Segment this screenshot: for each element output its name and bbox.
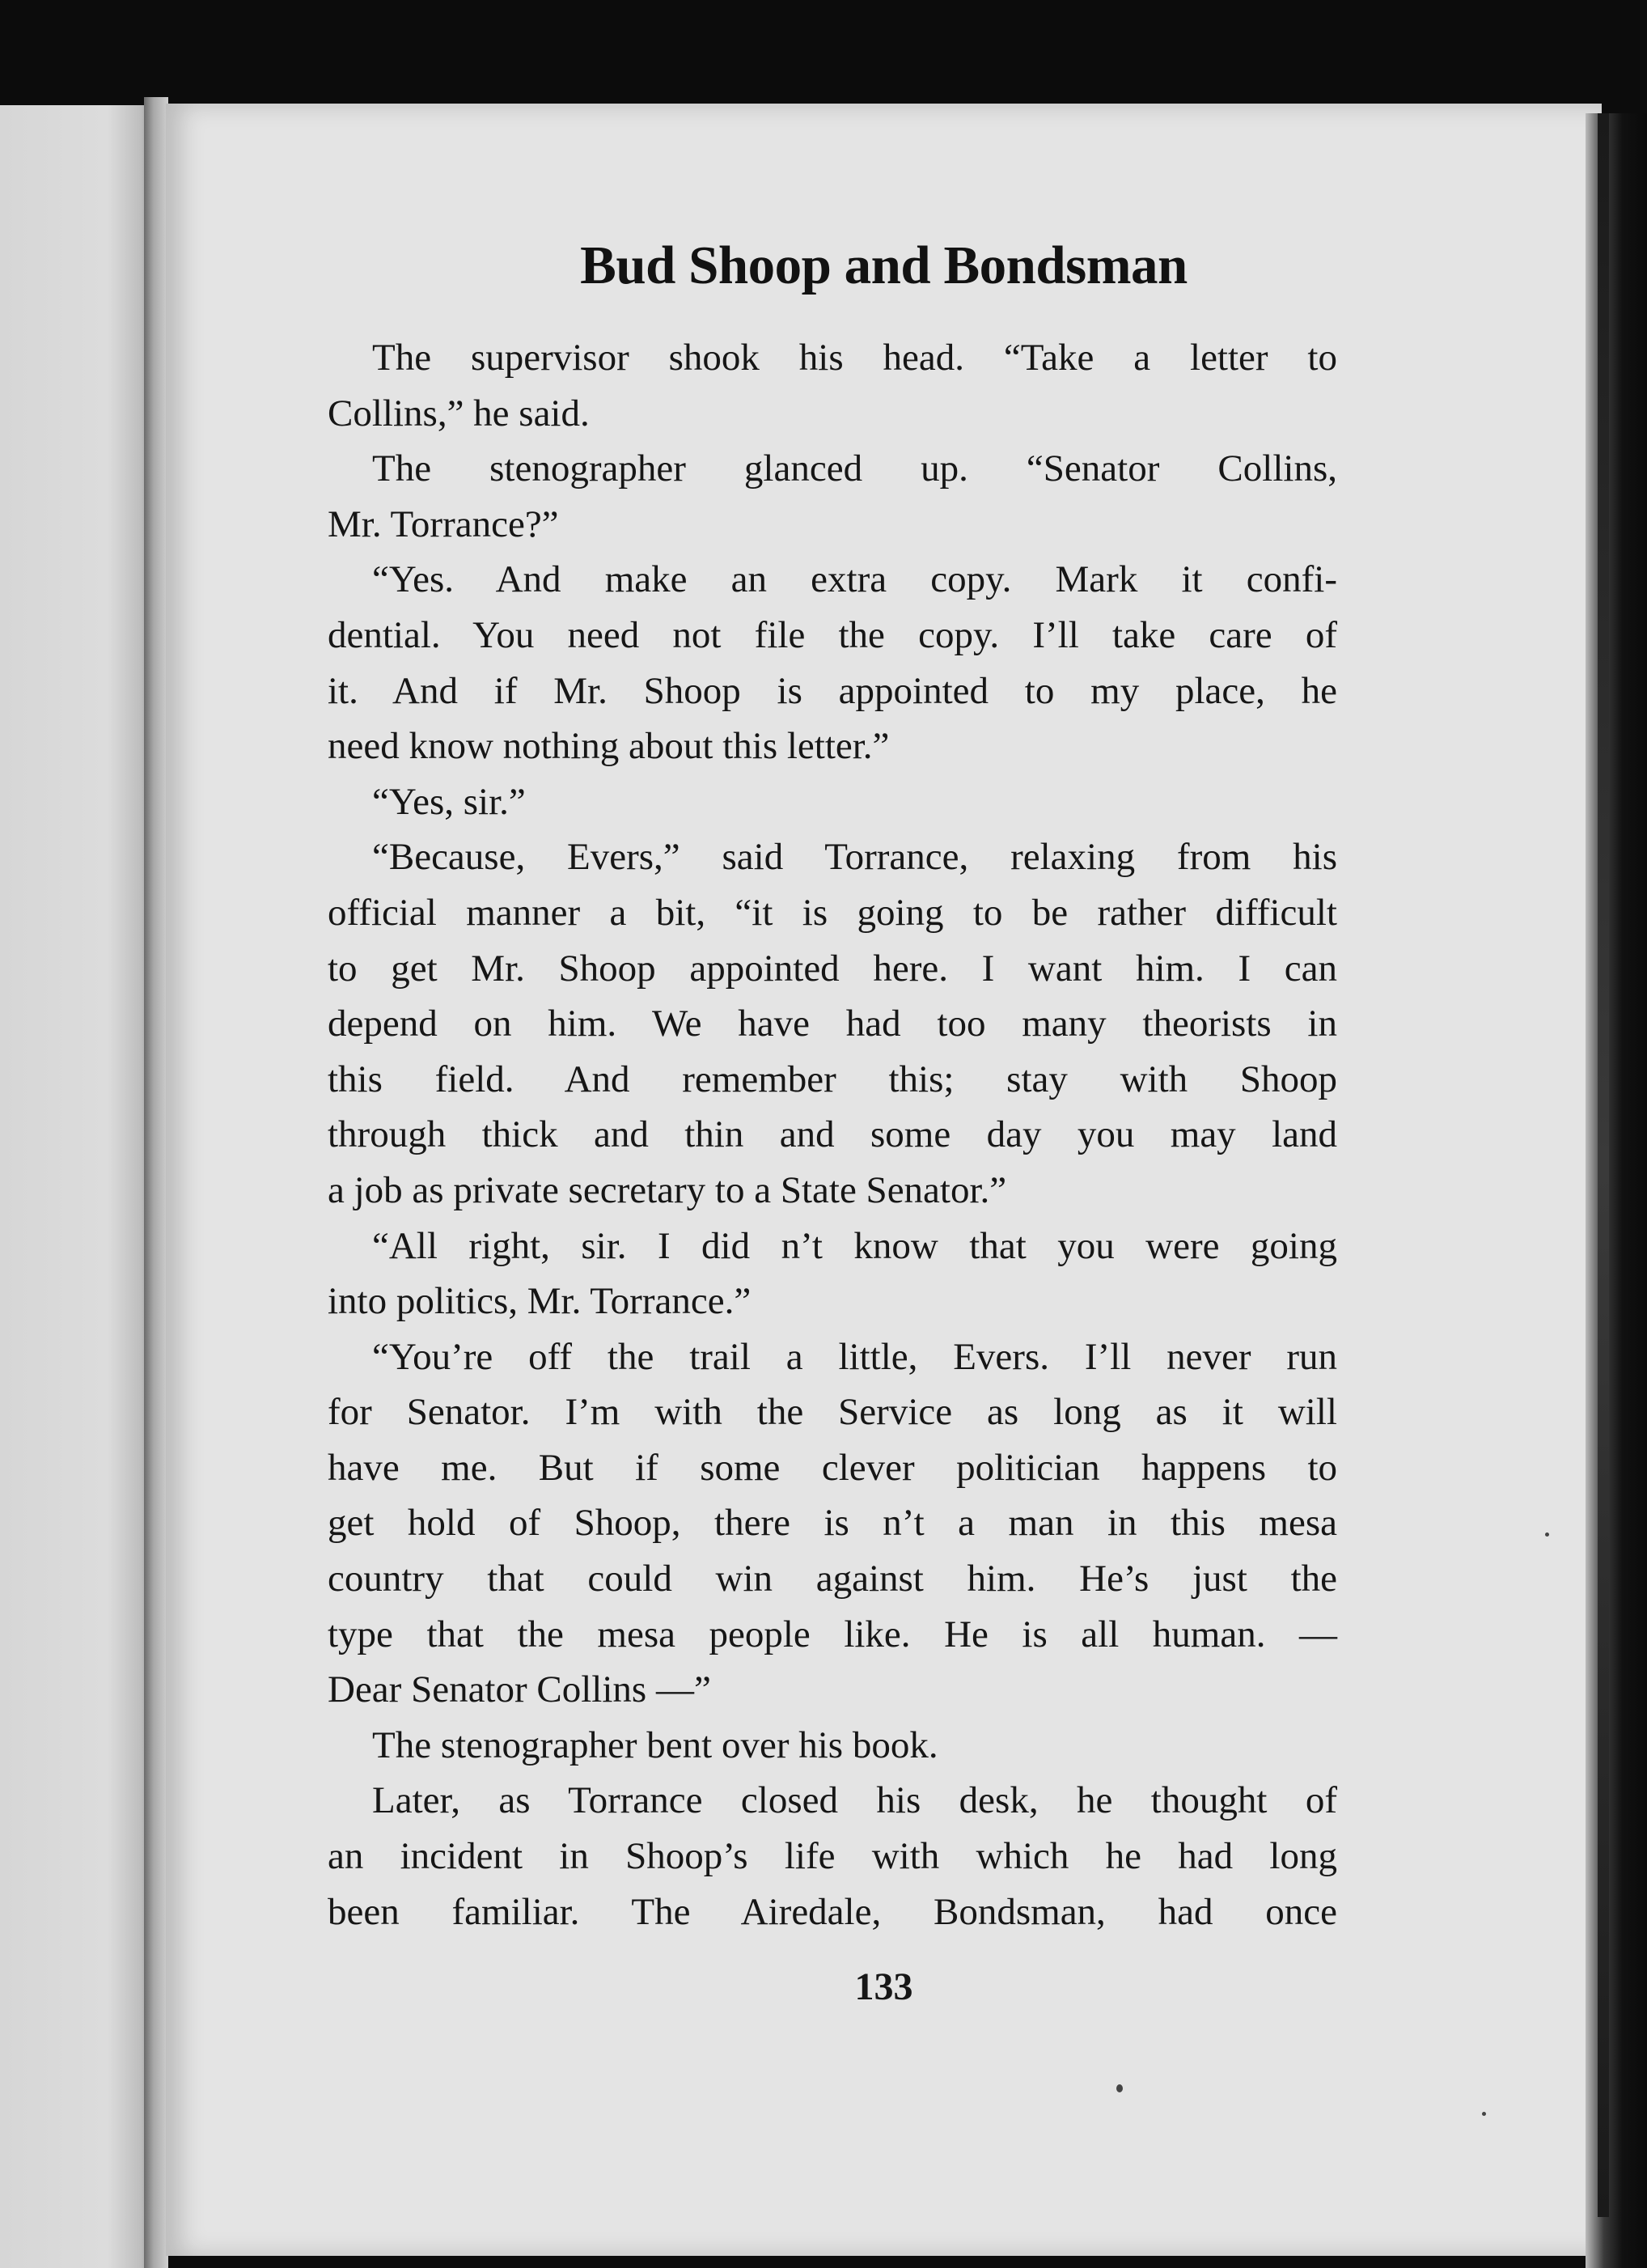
text-line: Dear Senator Collins —” <box>328 1668 711 1711</box>
text-line: country that could win against him. He’s just the <box>328 1558 1337 1600</box>
running-head: Bud Shoop and Bondsman <box>580 235 1188 295</box>
text-line: “Yes. And make an extra copy. Mark it confi- <box>372 558 1337 601</box>
text-line: to get Mr. Shoop appointed here. I want him. I can <box>328 947 1337 990</box>
text-line: The stenographer glanced up. “Senator Collins, <box>372 447 1337 490</box>
text-line: an incident in Shoop’s life with which he had long <box>328 1835 1337 1878</box>
previous-page-edge <box>0 105 154 2268</box>
text-line: “All right, sir. I did n’t know that you were going <box>372 1224 1337 1267</box>
text-line: “You’re off the trail a little, Evers. I’ll never run <box>372 1335 1337 1378</box>
text-line: this field. And remember this; stay with Shoop <box>328 1058 1337 1100</box>
text-line: The supervisor shook his head. “Take a letter to <box>372 337 1337 379</box>
text-line: “Yes, sir.” <box>372 780 526 823</box>
text-line: been familiar. The Airedale, Bondsman, had once <box>328 1890 1337 1933</box>
page-number: 133 <box>854 1965 913 2008</box>
text-line: need know nothing about this letter.” <box>328 725 890 768</box>
text-line: dential. You need not file the copy. I’ll take care of <box>328 613 1337 656</box>
text-line: through thick and thin and some day you may land <box>328 1113 1337 1156</box>
text-line: a job as private secretary to a State Senator.” <box>328 1168 1007 1211</box>
text-line: Mr. Torrance?” <box>328 502 559 545</box>
text-line: The stenographer bent over his book. <box>372 1723 938 1766</box>
text-line: into politics, Mr. Torrance.” <box>328 1280 752 1323</box>
text-line: Later, as Torrance closed his desk, he thought of <box>372 1779 1337 1822</box>
dust-speck <box>1116 2084 1123 2092</box>
page-right-shadow <box>1598 113 1609 2217</box>
text-line: it. And if Mr. Shoop is appointed to my place, he <box>328 669 1337 712</box>
text-line: official manner a bit, “it is going to be rather difficult <box>328 891 1337 934</box>
text-line: depend on him. We have had too many theorists in <box>328 1003 1337 1045</box>
body-text <box>328 330 1337 1939</box>
text-line: Collins,” he said. <box>328 392 590 435</box>
dust-speck <box>1545 1532 1549 1537</box>
text-line: get hold of Shoop, there is n’t a man in this mesa <box>328 1502 1337 1545</box>
text-line: have me. But if some clever politician happens to <box>328 1446 1337 1489</box>
text-line: type that the mesa people like. He is all human. — <box>328 1613 1337 1655</box>
dust-speck <box>1482 2112 1486 2116</box>
page-right-edge <box>1586 113 1647 2268</box>
text-line: “Because, Evers,” said Torrance, relaxing from his <box>372 836 1337 879</box>
text-line: for Senator. I’m with the Service as long as it will <box>328 1391 1337 1434</box>
book-gutter <box>144 97 168 2268</box>
